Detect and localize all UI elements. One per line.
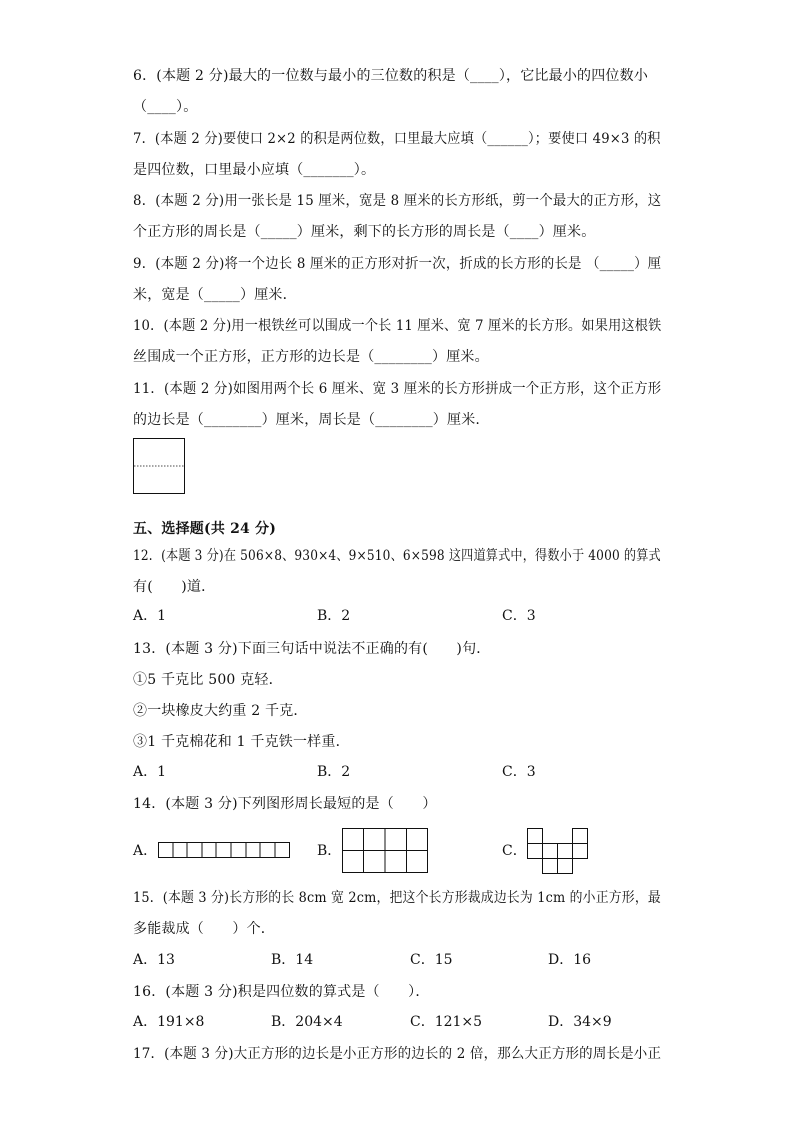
q15-option-a: A．13 bbox=[133, 952, 175, 968]
q15-option-c: C．15 bbox=[410, 952, 453, 968]
q14-option-b-label: B． bbox=[317, 843, 342, 859]
q9-line1: 9．(本题 2 分)将一个边长 8 厘米的正方形对折一次，折成的长方形的长是 （_____）厘 bbox=[133, 256, 662, 272]
section-heading: 五、选择题(共 24 分) bbox=[133, 521, 277, 537]
q13-item-1: ①5 千克比 500 克轻． bbox=[133, 672, 283, 688]
q14-option-a-label: A． bbox=[133, 843, 158, 859]
q12-line2: 有( )道． bbox=[133, 579, 216, 595]
q7-line2: 是四位数，口里最小应填（_______）。 bbox=[133, 162, 376, 178]
q12-option-a: A．1 bbox=[133, 608, 167, 624]
q16-option-a: A．191×8 bbox=[133, 1014, 205, 1030]
q13-line1: 13．(本题 3 分)下面三句话中说法不正确的有( )句． bbox=[133, 641, 491, 657]
q13-option-a: A．1 bbox=[133, 764, 167, 780]
q8-line1: 8．(本题 2 分)用一张长是 15 厘米，宽是 8 厘米的长方形纸，剪一个最大的正方形，这 bbox=[133, 193, 662, 209]
q10-line1: 10．(本题 2 分)用一根铁丝可以围成一个长 11 厘米、宽 7 厘米的长方形。如果用这根铁 bbox=[133, 318, 662, 334]
q12-option-c: C．3 bbox=[502, 608, 536, 624]
q13-item-3: ③1 千克棉花和 1 千克铁一样重． bbox=[133, 734, 350, 750]
q8-line2: 个正方形的周长是（_____）厘米，剩下的长方形的周长是（____）厘米。 bbox=[133, 224, 596, 240]
q15-line2: 多能裁成（ ）个． bbox=[133, 921, 275, 937]
q10-line2: 丝围成一个正方形，正方形的边长是（________）厘米。 bbox=[133, 349, 489, 365]
q14-option-c-label: C． bbox=[502, 843, 527, 859]
q15-line1: 15．(本题 3 分)长方形的长 8cm 宽 2cm，把这个长方形裁成边长为 1cm 的小正方形，最 bbox=[133, 890, 661, 906]
q16-option-c: C．121×5 bbox=[410, 1014, 483, 1030]
q16-option-d: D．34×9 bbox=[548, 1014, 612, 1030]
q6-line1: 6．(本题 2 分)最大的一位数与最小的三位数的积是（____），它比最小的四位数小 bbox=[133, 68, 649, 84]
q13-option-c: C．3 bbox=[502, 764, 536, 780]
q11-line2: 的边长是（________）厘米，周长是（________）厘米. bbox=[133, 412, 481, 428]
q9-line2: 米，宽是（_____）厘米． bbox=[133, 287, 297, 303]
q7-line1: 7．(本题 2 分)要使口 2×2 的积是两位数，口里最大应填（______）；要使口 49×3 的积 bbox=[133, 131, 661, 147]
q13-item-2: ②一块橡皮大约重 2 千克． bbox=[133, 703, 308, 719]
q6-line2: （____）。 bbox=[133, 99, 198, 115]
q15-option-b: B．14 bbox=[271, 952, 314, 968]
q16-option-b: B．204×4 bbox=[271, 1014, 343, 1030]
q12-option-b: B．2 bbox=[317, 608, 351, 624]
q14-option-c-figure bbox=[527, 828, 589, 875]
q16-line1: 16．(本题 3 分)积是四位数的算式是（ ）． bbox=[133, 984, 430, 1000]
q12-line1: 12．(本题 3 分)在 506×8、930×4、9×510、6×598 这四道算式中，得数小于 4000 的算式 bbox=[133, 548, 661, 564]
q11-line1: 11．(本题 2 分)如图用两个长 6 厘米、宽 3 厘米的长方形拼成一个正方形，这个正方形 bbox=[133, 381, 662, 397]
q14-option-b-figure bbox=[342, 828, 429, 874]
q14-option-a-figure bbox=[158, 842, 291, 859]
q15-option-d: D．16 bbox=[548, 952, 592, 968]
q13-option-b: B．2 bbox=[317, 764, 351, 780]
q11-square-figure bbox=[133, 438, 186, 495]
q14-line1: 14．(本题 3 分)下列图形周长最短的是（ ） bbox=[133, 796, 437, 812]
q17-line1: 17．(本题 3 分)大正方形的边长是小正方形的边长的 2 倍，那么大正方形的周长是小正 bbox=[133, 1046, 662, 1062]
